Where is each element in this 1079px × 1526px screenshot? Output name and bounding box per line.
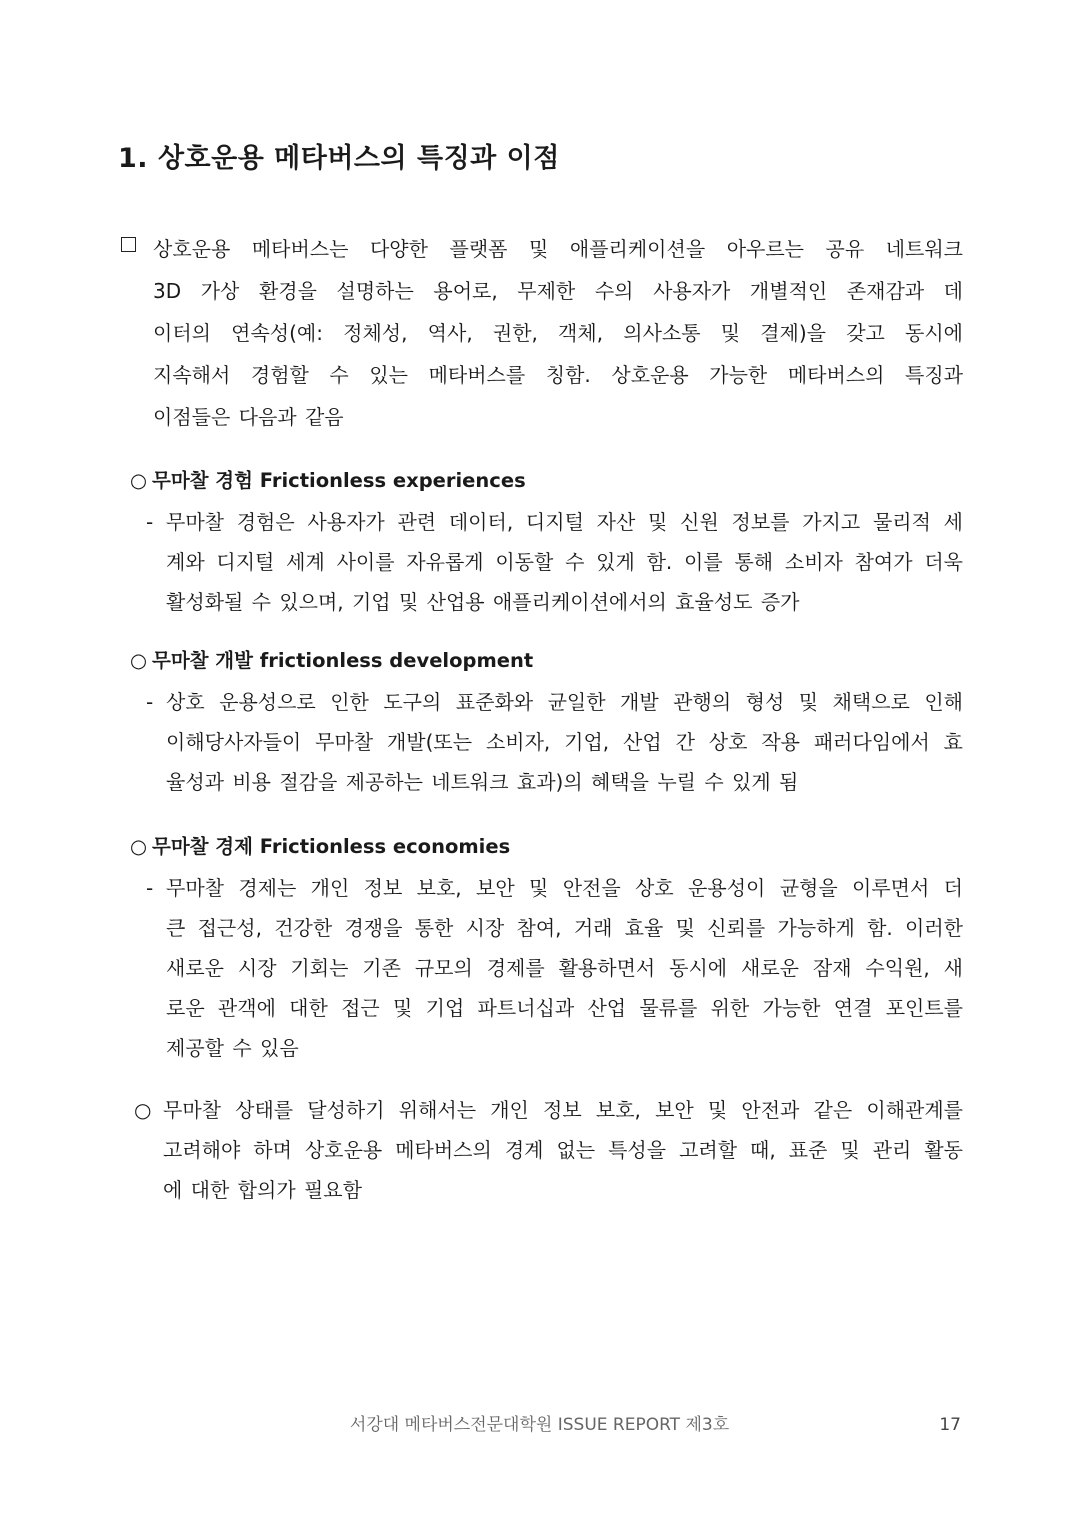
closing-line: 에 대한 합의가 필요함 bbox=[163, 1178, 362, 1202]
body-line: 큰 접근성, 건강한 경쟁을 통한 시장 참여, 거래 효율 및 신뢰를 가능하게 함. 이러한 bbox=[166, 916, 963, 940]
closing-line: 무마찰 상태를 달성하기 위해서는 개인 정보 보호, 보안 및 안전과 같은 이해관계를 bbox=[163, 1098, 963, 1122]
intro-line: 이터의 연속성(예: 정체성, 역사, 권한, 객체, 의사소통 및 결제)을 갖고 동시에 bbox=[153, 321, 963, 345]
section-frictionless-economies bbox=[130, 832, 963, 1068]
page-footer bbox=[0, 1410, 1079, 1440]
body-line: 새로운 시장 기회는 기존 규모의 경제를 활용하면서 동시에 새로운 잠재 수익원, 새 bbox=[166, 956, 963, 980]
section-frictionless-experiences bbox=[130, 466, 963, 622]
square-bullet-icon bbox=[121, 237, 136, 252]
closing-line: 고려해야 하며 상호운용 메타버스의 경계 없는 특성을 고려할 때, 표준 및 관리 활동 bbox=[163, 1138, 963, 1162]
section-title bbox=[130, 832, 963, 862]
circle-bullet: ○ bbox=[134, 1098, 152, 1122]
section-title bbox=[130, 646, 963, 676]
section-body bbox=[130, 502, 963, 622]
circle-bullet: ○ bbox=[130, 469, 148, 492]
closing-paragraph bbox=[130, 1090, 963, 1210]
intro-paragraph bbox=[118, 228, 963, 438]
intro-line: 상호운용 메타버스는 다양한 플랫폼 및 애플리케이션을 아우르는 공유 네트워크 bbox=[153, 237, 963, 261]
body-line: 제공할 수 있음 bbox=[166, 1036, 299, 1060]
footer-title: 서강대 메타버스전문대학원 ISSUE REPORT 제3호 bbox=[349, 1415, 730, 1435]
body-line: 무마찰 경험은 사용자가 관련 데이터, 디지털 자산 및 신원 정보를 가지고 물리적 세 bbox=[166, 510, 963, 534]
circle-bullet: ○ bbox=[130, 835, 148, 858]
circle-bullet: ○ bbox=[130, 649, 148, 672]
section-title-text: 무마찰 개발 frictionless development bbox=[152, 649, 534, 672]
body-line: 활성화될 수 있으며, 기업 및 산업용 애플리케이션에서의 효율성도 증가 bbox=[166, 590, 800, 614]
page-number: 17 bbox=[939, 1415, 961, 1435]
section-body bbox=[130, 868, 963, 1068]
dash-bullet: - bbox=[146, 690, 154, 714]
intro-line: 이점들은 다음과 같음 bbox=[153, 405, 344, 429]
section-body bbox=[130, 682, 963, 802]
section-title-text: 무마찰 경험 Frictionless experiences bbox=[152, 469, 526, 492]
section-heading: 1. 상호운용 메타버스의 특징과 이점 bbox=[118, 143, 560, 174]
section-frictionless-development bbox=[130, 646, 963, 802]
section-title-text: 무마찰 경제 Frictionless economies bbox=[152, 835, 511, 858]
intro-line: 지속해서 경험할 수 있는 메타버스를 칭함. 상호운용 가능한 메타버스의 특징과 bbox=[153, 363, 963, 387]
body-line: 율성과 비용 절감을 제공하는 네트워크 효과)의 혜택을 누릴 수 있게 됨 bbox=[166, 770, 799, 794]
intro-line: 3D 가상 환경을 설명하는 용어로, 무제한 수의 사용자가 개별적인 존재감과 데 bbox=[153, 279, 963, 303]
body-line: 상호 운용성으로 인한 도구의 표준화와 균일한 개발 관행의 형성 및 채택으로 인해 bbox=[166, 690, 963, 714]
body-line: 계와 디지털 세계 사이를 자유롭게 이동할 수 있게 함. 이를 통해 소비자 참여가 더욱 bbox=[166, 550, 963, 574]
section-title bbox=[130, 466, 963, 496]
body-line: 이해당사자들이 무마찰 개발(또는 소비자, 기업, 산업 간 상호 작용 패러다임에서 효 bbox=[166, 730, 963, 754]
dash-bullet: - bbox=[146, 510, 154, 534]
dash-bullet: - bbox=[146, 876, 154, 900]
body-line: 무마찰 경제는 개인 정보 보호, 보안 및 안전을 상호 운용성이 균형을 이루면서 더 bbox=[166, 876, 963, 900]
body-line: 로운 관객에 대한 접근 및 기업 파트너십과 산업 물류를 위한 가능한 연결 포인트를 bbox=[166, 996, 963, 1020]
